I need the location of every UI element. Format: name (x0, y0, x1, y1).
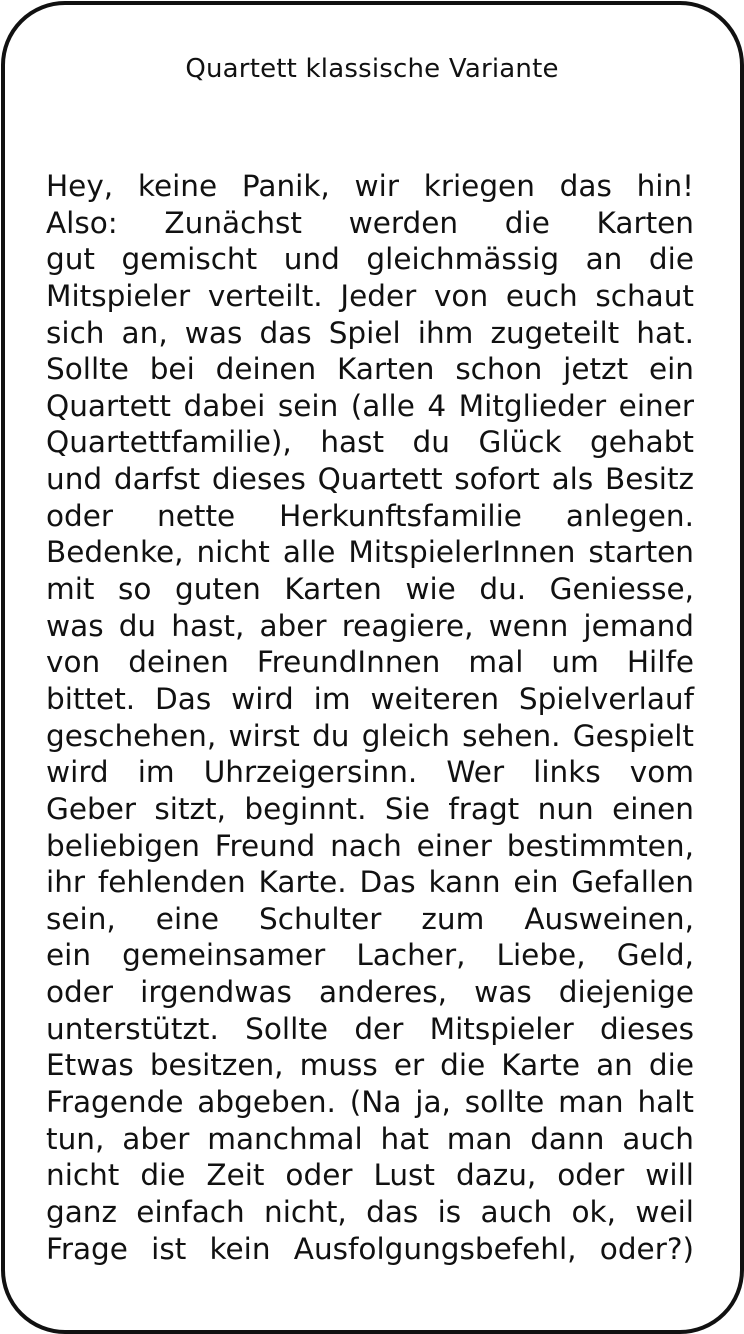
card-text-line: oder nette Herkunftsfamilie anlegen. (46, 498, 694, 533)
card-text-line: Bedenke, nicht alle MitspielerInnen starten (46, 535, 694, 570)
card-text-line: Also: Zunächst werden die Karten (46, 205, 694, 240)
card-text-line: und darfst dieses Quartett sofort als Besitz (46, 462, 694, 497)
card-text-line: von deinen FreundInnen mal um Hilfe (46, 645, 694, 680)
card-text-line: geschehen, wirst du gleich sehen. Gespielt (46, 718, 694, 753)
card-text-line: ein gemeinsamer Lacher, Liebe, Geld, (46, 938, 694, 973)
card-text-line: Quartettfamilie), hast du Glück gehabt (46, 425, 694, 460)
card-text-line: gut gemischt und gleichmässig an die (46, 242, 694, 277)
card-text-line: Sollte bei deinen Karten schon jetzt ein (46, 352, 694, 387)
card-text-line: Etwas besitzen, muss er die Karte an die (46, 1048, 694, 1083)
card-text-line: ihr fehlenden Karte. Das kann ein Gefallen (46, 865, 694, 900)
card-text-line: wird im Uhrzeigersinn. Wer links vom (46, 755, 694, 790)
card-text-line: Fragende abgeben. (Na ja, sollte man halt (46, 1085, 694, 1120)
card-text-line: nicht die Zeit oder Lust dazu, oder will (46, 1158, 694, 1193)
card-text-line: Hey, keine Panik, wir kriegen das hin! (46, 169, 694, 203)
card-text-line: Quartett dabei sein (alle 4 Mitglieder einer (46, 388, 694, 423)
card-body-text (46, 168, 694, 1267)
card-text-line: Mitspieler verteilt. Jeder von euch schaut (46, 278, 694, 313)
card-title: Quartett klassische Variante (185, 54, 559, 84)
card-text-line: mit so guten Karten wie du. Geniesse, (46, 572, 694, 607)
card-text-line: sich an, was das Spiel ihm zugeteilt hat. (46, 315, 694, 350)
card-text-line: ganz einfach nicht, das is auch ok, weil (46, 1194, 694, 1229)
card-text-line: Frage ist kein Ausfolgungsbefehl, oder?) (46, 1231, 694, 1266)
card-text-line: Geber sitzt, beginnt. Sie fragt nun einen (46, 791, 694, 826)
card-text-line: beliebigen Freund nach einer bestimmten, (46, 828, 694, 863)
card-text-line: unterstützt. Sollte der Mitspieler dieses (46, 1011, 694, 1046)
card-text-line: bittet. Das wird im weiteren Spielverlauf (46, 681, 694, 716)
card-text-line: tun, aber manchmal hat man dann auch (46, 1121, 694, 1156)
card-text-line: sein, eine Schulter zum Ausweinen, (46, 901, 694, 936)
card-text-line: oder irgendwas anderes, was diejenige (46, 975, 694, 1010)
card-text-line: was du hast, aber reagiere, wenn jemand (46, 608, 694, 643)
